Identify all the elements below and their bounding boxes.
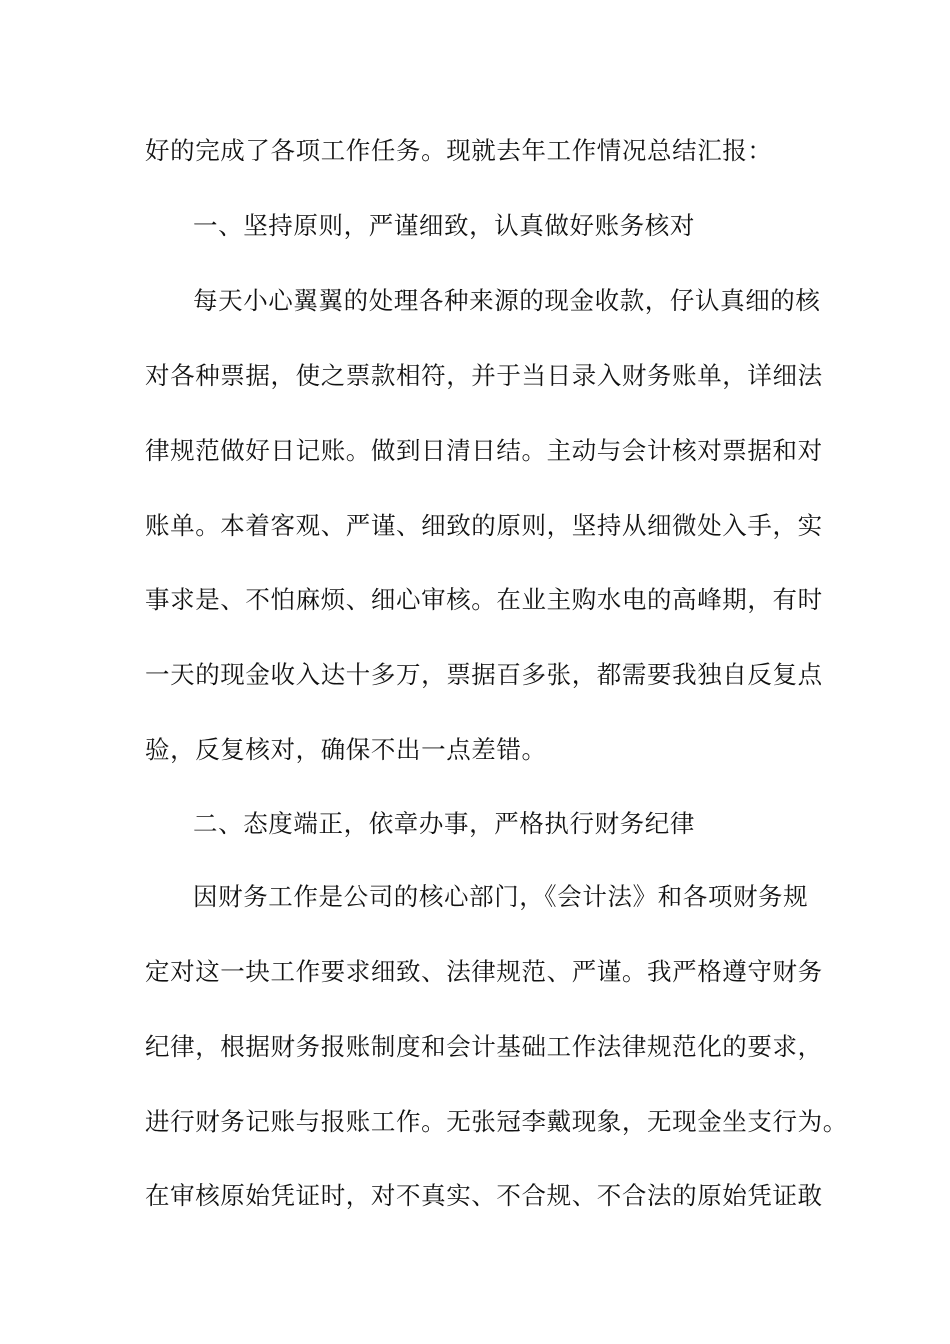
body-text-line: 每天小心翼翼的处理各种来源的现金收款，仔认真细的核	[193, 286, 821, 315]
section-heading: 一、坚持原则，严谨细致，认真做好账务核对	[193, 211, 695, 240]
body-text-line: 一天的现金收入达十多万，票据百多张，都需要我独自反复点	[145, 660, 823, 689]
body-text-line: 验，反复核对，确保不出一点差错。	[145, 735, 547, 764]
body-text-line: 纪律，根据财务报账制度和会计基础工作法律规范化的要求，	[145, 1032, 823, 1061]
body-text-line: 因财务工作是公司的核心部门，《会计法》和各项财务规	[193, 882, 809, 911]
section-heading: 二、态度端正，依章办事，严格执行财务纪律	[193, 809, 695, 838]
body-text-line: 账单。本着客观、严谨、细致的原则，坚持从细微处入手，实	[145, 511, 823, 540]
body-text-line: 在审核原始凭证时，对不真实、不合规、不合法的原始凭证敢	[145, 1181, 823, 1210]
body-text-line: 律规范做好日记账。做到日清日结。主动与会计核对票据和对	[145, 436, 823, 465]
body-text-line: 对各种票据，使之票款相符，并于当日录入财务账单，详细法	[145, 361, 823, 390]
body-text-line: 进行财务记账与报账工作。无张冠李戴现象，无现金坐支行为。	[145, 1107, 848, 1136]
body-text-line: 好的完成了各项工作任务。现就去年工作情况总结汇报：	[145, 136, 773, 165]
body-text-line: 事求是、不怕麻烦、细心审核。在业主购水电的高峰期，有时	[145, 585, 823, 614]
body-text-line: 定对这一块工作要求细致、法律规范、严谨。我严格遵守财务	[145, 957, 823, 986]
